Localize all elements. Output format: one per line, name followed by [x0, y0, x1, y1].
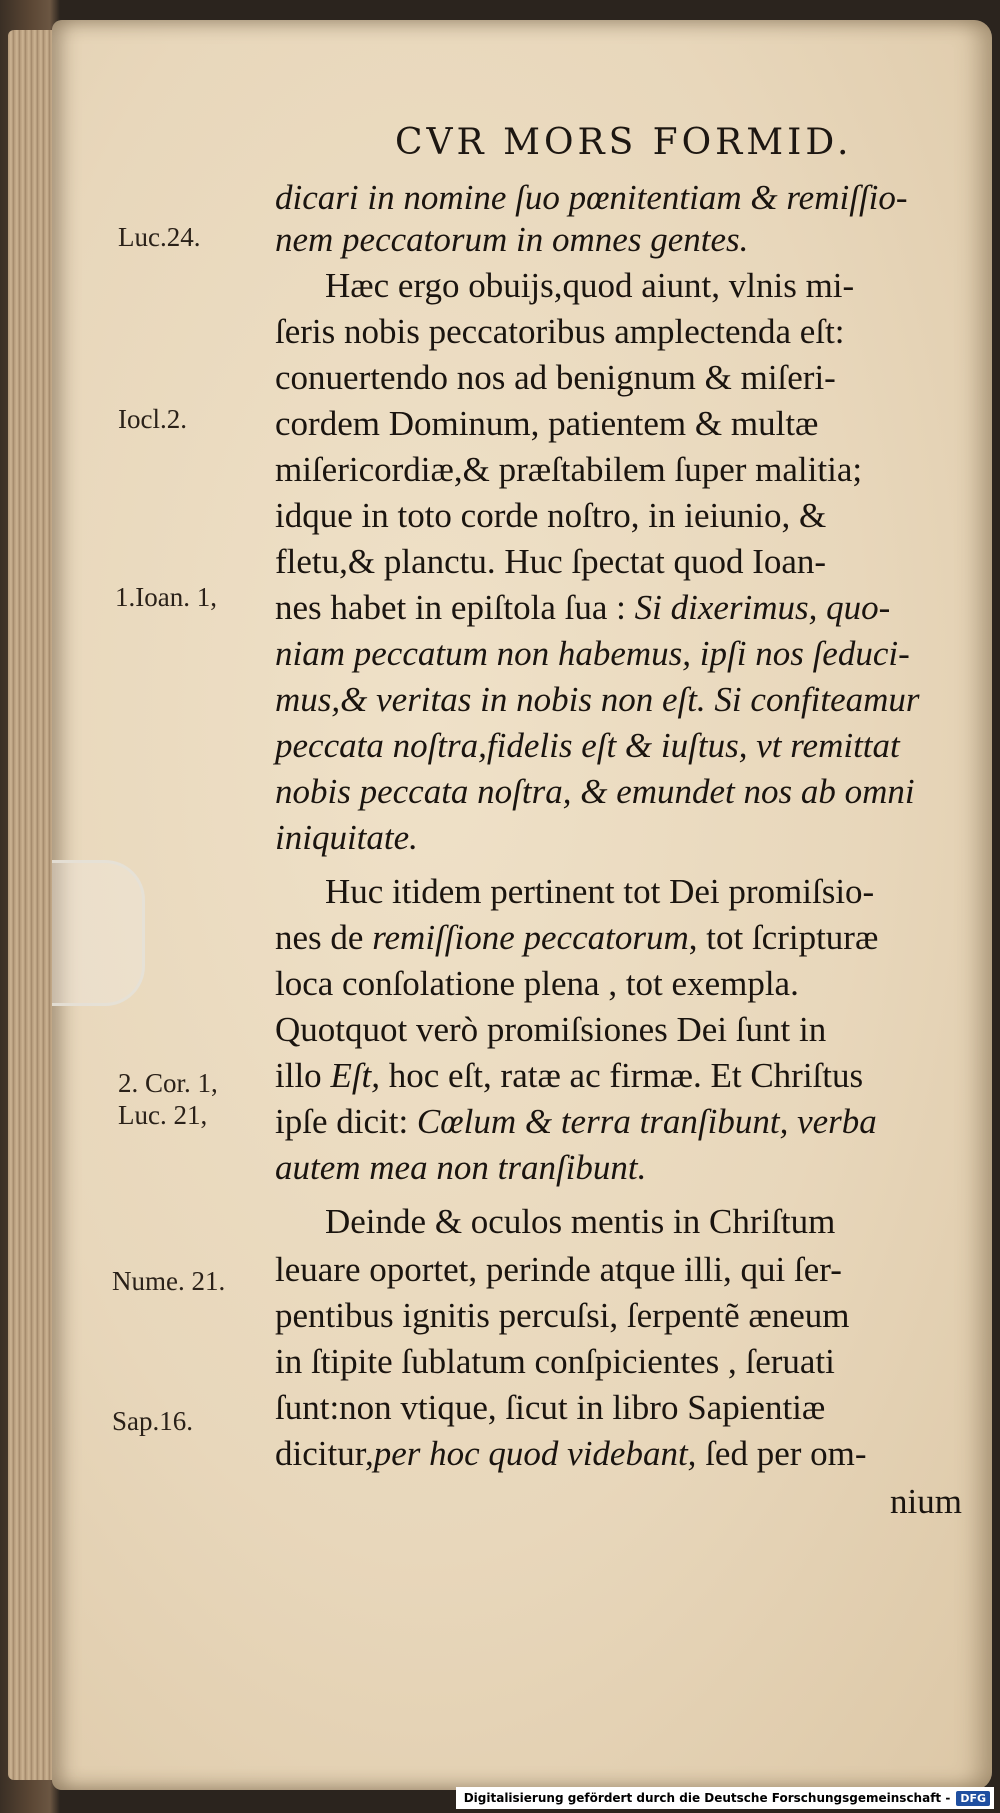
text-line: [275, 356, 975, 400]
text-line: [275, 962, 975, 1006]
italic-run: nem peccatorum in omnes gentes.: [275, 220, 749, 259]
text-line: [275, 448, 975, 492]
digitization-footer: [456, 1787, 994, 1809]
text-line: [275, 218, 975, 262]
text-line: [275, 494, 975, 538]
text-run: illo: [275, 1056, 331, 1095]
italic-run: nobis peccata noſtra, & emundet nos ab omni: [275, 772, 915, 811]
margin-note: 2. Cor. 1,: [118, 1068, 218, 1098]
text-run: ſeris nobis peccatoribus amplectenda eſt:: [275, 312, 845, 351]
text-line: [275, 1294, 975, 1338]
text-line: [275, 1386, 975, 1430]
text-run: dicitur,: [275, 1434, 374, 1473]
text-line: [275, 310, 975, 354]
text-run: ſunt:non vtique, ſicut in libro Sapientiæ: [275, 1388, 826, 1427]
italic-run: niam peccatum non habemus, ipſi nos ſeduci-: [275, 634, 910, 673]
text-line: [275, 916, 975, 960]
italic-run: Si dixerimus, quo-: [634, 588, 891, 627]
text-run: miſericordiæ,& præſtabilem ſuper malitia;: [275, 450, 863, 489]
margin-note: Iocl.2.: [118, 404, 187, 434]
margin-note: Luc.24.: [118, 222, 201, 252]
text-run: Deinde & oculos mentis in Chriſtum: [325, 1202, 836, 1241]
text-line: [325, 264, 1000, 308]
text-line: [275, 678, 975, 722]
text-run: idque in toto corde noſtro, in ieiunio, &: [275, 496, 827, 535]
text-line: [275, 1340, 975, 1384]
italic-run: per hoc quod videbant,: [373, 1434, 697, 1473]
text-line: [275, 1100, 975, 1144]
dfg-logo-icon: DFG: [956, 1791, 990, 1806]
text-run: nes habet in epiſtola ſua :: [275, 588, 635, 627]
text-line: [275, 816, 975, 860]
text-run: hoc eſt, ratæ ac firmæ. Et Chriſtus: [380, 1056, 864, 1095]
text-line: [275, 1146, 975, 1190]
text-run: ipſe dicit:: [275, 1102, 417, 1141]
text-line: [275, 402, 975, 446]
text-run: Huc itidem pertinent tot Dei promiſsio-: [325, 872, 875, 911]
text-line: [275, 176, 975, 220]
italic-run: autem mea non tranſibunt.: [275, 1148, 647, 1187]
italic-run: Cœlum & terra tranſibunt, verba: [416, 1102, 877, 1141]
text-line: [325, 1200, 1000, 1244]
text-run: in ſtipite ſublatum conſpicientes , ſeruati: [275, 1342, 835, 1381]
catchword: nium: [890, 1482, 962, 1521]
footer-text: Digitalisierung gefördert durch die Deutsche Forschungsgemeinschaft -: [463, 1791, 951, 1805]
italic-run: remiſſione peccatorum: [372, 918, 689, 957]
margin-note: Nume. 21.: [112, 1266, 226, 1296]
text-line: [275, 724, 975, 768]
text-run: ſed per om-: [696, 1434, 867, 1473]
text-run: nes de: [275, 918, 373, 957]
italic-run: iniquitate.: [275, 818, 418, 857]
text-run: Hæc ergo obuijs,quod aiunt, vlnis mi-: [325, 266, 855, 305]
text-line: [275, 1008, 975, 1052]
text-run: conuertendo nos ad benignum & miſeri-: [275, 358, 836, 397]
text-line: [275, 770, 975, 814]
margin-note: Sap.16.: [112, 1406, 193, 1436]
text-run: cordem Dominum, patientem & multæ: [275, 404, 819, 443]
text-line: [275, 1432, 975, 1476]
italic-run: peccata noſtra,fidelis eſt & iuſtus, vt remittat: [275, 726, 900, 765]
text-line: [325, 870, 1000, 914]
italic-run: mus,& veritas in nobis non eſt. Si confiteamur: [275, 680, 920, 719]
margin-note: Luc. 21,: [118, 1100, 208, 1130]
italic-run: dicari in nomine ſuo pœnitentiam & remiſſio-: [275, 178, 908, 217]
text-line: [275, 1248, 975, 1292]
text-line: [275, 1054, 975, 1098]
text-run: pentibus ignitis percuſsi, ſerpentẽ æneum: [275, 1296, 850, 1335]
italic-run: Eſt,: [330, 1056, 381, 1095]
text-run: , tot ſcripturæ: [688, 918, 879, 957]
text-run: loca conſolatione plena , tot exempla.: [275, 964, 799, 1003]
margin-note: 1.Ioan. 1,: [115, 582, 217, 612]
text-line: [275, 632, 975, 676]
running-head: CVR MORS FORMID.: [395, 122, 853, 163]
text-line: [275, 586, 975, 630]
text-run: leuare oportet, perinde atque illi, qui ſer-: [275, 1250, 842, 1289]
text-line: [275, 540, 975, 584]
text-run: Quotquot verò promiſsiones Dei ſunt in: [275, 1010, 827, 1049]
text-run: fletu,& planctu. Huc ſpectat quod Ioan-: [275, 542, 827, 581]
page-clip: [52, 860, 145, 1006]
